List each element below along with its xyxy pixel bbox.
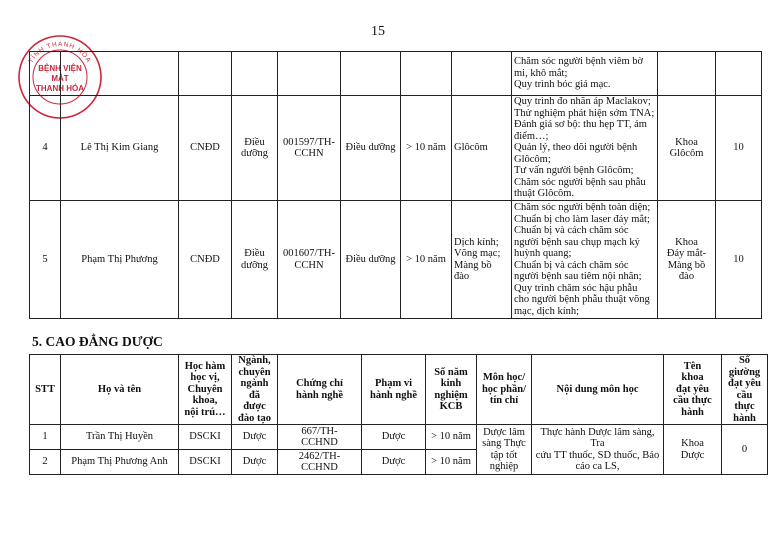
license-cell: 667/TH- CCHND [278, 425, 362, 450]
stamp-top-text: TỈNH THANH HÓA [27, 40, 93, 65]
header-content: Nội dung môn học [532, 355, 664, 425]
subject-cell: Glôcôm [452, 96, 512, 201]
name-cell: Trần Thị Huyền [61, 425, 179, 450]
table-row [30, 425, 768, 450]
experience-cell: > 10 năm [401, 201, 452, 319]
stt-cell: 1 [30, 425, 61, 450]
content-cell: Chăm sóc người bệnh viêm bờ mi, khô mắt; Quy trình bóc giả mạc. [512, 52, 658, 96]
table-row [30, 96, 762, 201]
scope-cell: Điều dưỡng [341, 201, 401, 319]
name-cell: Phạm Thị Phương [61, 201, 179, 319]
staff-table-nursing [29, 51, 762, 319]
scope-cell: Dược [362, 425, 426, 450]
table-header-row [30, 355, 768, 425]
degree-cell: DSCKI [179, 425, 232, 450]
training-cell: Dược [232, 425, 278, 450]
header-training: Ngành, chuyên ngành đã được đào tạo [232, 355, 278, 425]
content-cell: Thực hành Dược lâm sàng, Tra cứu TT thuốc, SD thuốc, Báo cáo ca LS, [532, 425, 664, 475]
experience-cell: > 10 năm [401, 96, 452, 201]
department-cell: Khoa Đáy mắt- Màng bồ đào [658, 201, 716, 319]
header-degree: Học hàm học vị, Chuyên khoa, nội trú… [179, 355, 232, 425]
scope-cell: Dược [362, 450, 426, 475]
page-number: 15 [371, 24, 385, 39]
beds-cell: 0 [722, 425, 768, 475]
header-scope: Phạm vi hành nghề [362, 355, 426, 425]
header-license: Chứng chỉ hành nghề [278, 355, 362, 425]
table-row [30, 201, 762, 319]
training-cell: Dược [232, 450, 278, 475]
beds-cell: 10 [716, 201, 762, 319]
stamp-line2: MẮT [51, 74, 69, 83]
subject-cell: Dịch kính; Võng mạc; Màng bồ đào [452, 201, 512, 319]
degree-cell: DSCKI [179, 450, 232, 475]
content-cell: Quy trình đo nhãn áp Maclakov; Thử nghiệm phát hiện sớm TNA; Đánh giá sơ bộ: thu hẹp TT, ám điểm…; Quản lý, theo dõi người bệnh Glôcôm; Tư vấn người bệnh Glôcôm; Chăm sóc người bệnh sau phẫu thuật Glôcôm. [512, 96, 658, 201]
header-name: Họ và tên [61, 355, 179, 425]
staff-table-pharmacy [29, 354, 768, 475]
beds-cell: 10 [716, 96, 762, 201]
license-cell: 2462/TH- CCHND [278, 450, 362, 475]
stt-cell: 5 [30, 201, 61, 319]
stt-cell: 2 [30, 450, 61, 475]
name-cell: Lê Thị Kim Giang [61, 96, 179, 201]
license-cell: 001607/TH- CCHN [278, 201, 341, 319]
stt-cell: 4 [30, 96, 61, 201]
department-cell: Khoa Dược [664, 425, 722, 475]
stamp-line1: BỆNH VIỆN [38, 64, 82, 73]
header-subject: Môn học/ học phần/ tín chỉ [477, 355, 532, 425]
degree-cell: CNĐD [179, 96, 232, 201]
header-department: Tên khoa đạt yêu cầu thực hành [664, 355, 722, 425]
header-experience: Số năm kinh nghiệm KCB [426, 355, 477, 425]
license-cell: 001597/TH- CCHN [278, 96, 341, 201]
training-cell: Điều dưỡng [232, 201, 278, 319]
subject-cell: Dược lâm sàng Thực tập tốt nghiệp [477, 425, 532, 475]
scope-cell: Điều dưỡng [341, 96, 401, 201]
department-cell: Khoa Glôcôm [658, 96, 716, 201]
section-title: 5. CAO ĐẲNG DƯỢC [32, 334, 163, 349]
experience-cell: > 10 năm [426, 425, 477, 450]
table-row [30, 52, 762, 96]
experience-cell: > 10 năm [426, 450, 477, 475]
content-cell: Chăm sóc người bệnh toàn diện; Chuẩn bị cho làm laser đáy mắt; Chuẩn bị và cách chăm sóc người bệnh sau chụp mạch ký huỳnh quang; Chuẩn bị và cách chăm sóc người bệnh sau tiêm nội nhãn; Quy trình chăm sóc hậu phẫu cho người bệnh phẫu thuật võng mạc, dịch kính; [512, 201, 658, 319]
stamp-line3: THANH HÓA [36, 84, 84, 93]
training-cell: Điều dưỡng [232, 96, 278, 201]
degree-cell: CNĐD [179, 201, 232, 319]
header-beds: Số giường đạt yêu cầu thực hành [722, 355, 768, 425]
name-cell: Phạm Thị Phương Anh [61, 450, 179, 475]
header-stt: STT [30, 355, 61, 425]
